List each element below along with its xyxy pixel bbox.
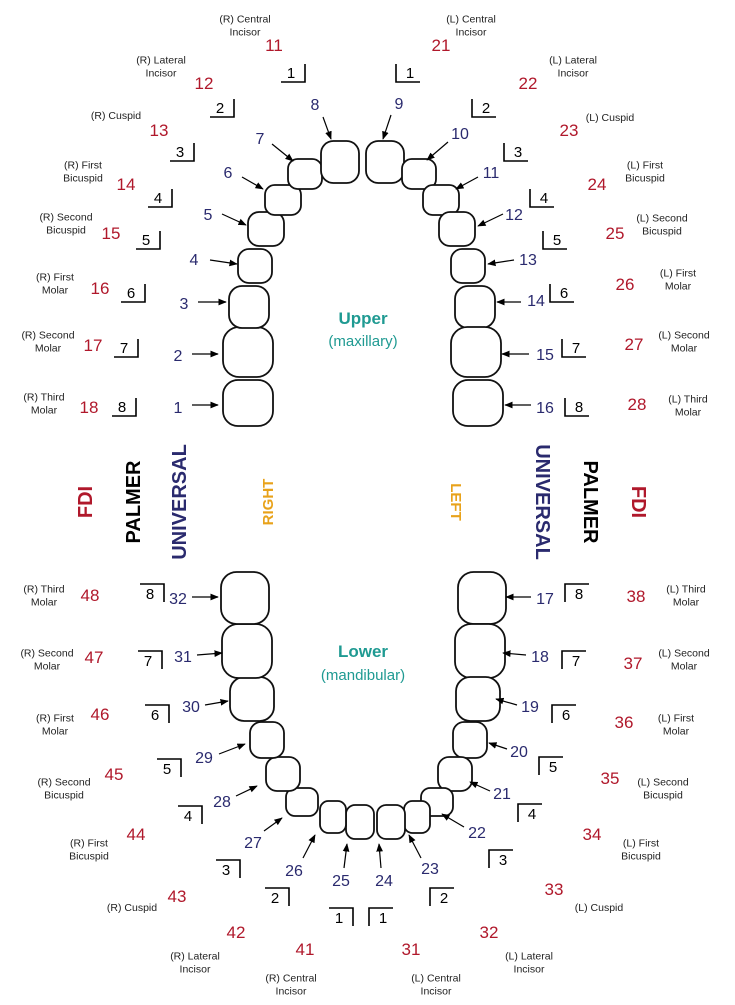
lower-tooth-27 <box>286 788 318 816</box>
arrow-10 <box>427 142 448 160</box>
fdi-number-35: 35 <box>600 769 620 788</box>
fdi-number-27: 27 <box>624 335 644 354</box>
tooth-name-16: Molar <box>674 406 702 419</box>
palmer-label-left: PALMER <box>123 460 145 544</box>
tooth-name-4: Bicuspid <box>46 224 86 237</box>
upper-tooth-14 <box>455 286 495 328</box>
universal-number-32: 32 <box>169 591 187 608</box>
universal-number-28: 28 <box>213 794 231 811</box>
upper-tooth-13 <box>451 249 485 283</box>
upper-tooth-1 <box>223 380 273 426</box>
palmer-number-15: 7 <box>571 340 581 357</box>
universal-number-15: 15 <box>536 347 554 364</box>
arrow-18 <box>503 653 526 655</box>
upper-jaw-title: Upper <box>338 309 388 328</box>
lower-tooth-31 <box>222 624 272 678</box>
fdi-number-43: 43 <box>167 887 187 906</box>
palmer-number-9: 1 <box>405 65 415 82</box>
palmer-number-24: 1 <box>378 910 388 927</box>
fdi-number-45: 45 <box>104 765 124 784</box>
lower-tooth-23 <box>404 801 430 833</box>
fdi-number-14: 14 <box>116 175 136 194</box>
universal-number-9: 9 <box>394 96 404 113</box>
palmer-number-17: 8 <box>574 586 584 603</box>
tooth-name-25: (R) Central <box>265 972 317 985</box>
universal-number-27: 27 <box>244 835 262 852</box>
arrow-12 <box>478 214 503 226</box>
palmer-number-2: 7 <box>119 340 129 357</box>
tooth-name-3: (R) First <box>36 271 74 284</box>
fdi-number-36: 36 <box>614 713 634 732</box>
tooth-name-29: (R) Second <box>37 776 91 789</box>
arrow-8 <box>323 117 331 139</box>
lower-tooth-21 <box>438 757 472 791</box>
universal-number-16: 16 <box>536 400 554 417</box>
tooth-name-23: (L) Lateral <box>505 950 553 963</box>
tooth-name-6: (R) Cuspid <box>90 110 142 122</box>
lower-tooth-29 <box>250 722 284 758</box>
arrow-21 <box>470 782 490 791</box>
universal-number-30: 30 <box>182 699 200 716</box>
lower-tooth-32 <box>221 572 269 624</box>
palmer-number-23: 2 <box>439 890 449 907</box>
fdi-number-16: 16 <box>90 279 110 298</box>
arrow-31 <box>197 653 222 655</box>
tooth-name-31: Molar <box>33 660 61 673</box>
palmer-number-12: 4 <box>539 190 549 207</box>
palmer-number-16: 8 <box>574 399 584 416</box>
universal-number-25: 25 <box>332 873 350 890</box>
tooth-name-28: (R) First <box>70 837 108 850</box>
universal-number-11: 11 <box>482 165 500 182</box>
universal-number-5: 5 <box>203 207 213 224</box>
arrow-20 <box>489 743 507 749</box>
universal-number-29: 29 <box>195 750 213 767</box>
fdi-number-15: 15 <box>101 224 121 243</box>
fdi-number-48: 48 <box>80 586 100 605</box>
palmer-number-5: 4 <box>153 190 163 207</box>
palmer-number-31: 7 <box>143 653 153 670</box>
palmer-number-32: 8 <box>145 586 155 603</box>
lower-tooth-17 <box>458 572 506 624</box>
fdi-number-33: 33 <box>544 880 564 899</box>
fdi-number-47: 47 <box>84 648 104 667</box>
tooth-name-32: Molar <box>30 596 58 609</box>
fdi-number-12: 12 <box>194 74 214 93</box>
universal-number-6: 6 <box>223 165 233 182</box>
universal-number-13: 13 <box>519 252 537 269</box>
fdi-number-42: 42 <box>226 923 246 942</box>
universal-number-14: 14 <box>527 293 545 310</box>
tooth-name-7: (R) Lateral <box>136 54 186 67</box>
tooth-name-10: Incisor <box>557 67 589 80</box>
tooth-name-5: Bicuspid <box>63 172 103 185</box>
universal-number-21: 21 <box>493 786 511 803</box>
right-side-label: RIGHT <box>260 478 277 526</box>
tooth-name-16: (L) Third <box>668 393 708 406</box>
tooth-name-5: (R) First <box>64 159 102 172</box>
universal-number-2: 2 <box>173 348 183 365</box>
universal-number-24: 24 <box>375 873 393 890</box>
palmer-number-8: 1 <box>286 65 296 82</box>
arrow-5 <box>222 214 246 225</box>
universal-number-8: 8 <box>310 97 320 114</box>
fdi-number-41: 41 <box>295 940 315 959</box>
universal-number-19: 19 <box>521 699 539 716</box>
universal-number-22: 22 <box>468 825 486 842</box>
tooth-name-1: Molar <box>30 404 58 417</box>
upper-tooth-9 <box>366 141 404 183</box>
tooth-name-9: Incisor <box>455 26 487 39</box>
tooth-name-19: Molar <box>662 725 690 738</box>
lower-tooth-30 <box>230 677 274 721</box>
fdi-number-11: 11 <box>265 36 283 55</box>
universal-number-18: 18 <box>531 649 549 666</box>
fdi-number-22: 22 <box>518 74 538 93</box>
universal-number-1: 1 <box>173 400 183 417</box>
palmer-number-4: 5 <box>141 232 151 249</box>
tooth-name-27: (R) Cuspid <box>106 902 158 914</box>
upper-tooth-12 <box>439 212 475 246</box>
arrow-13 <box>488 260 514 264</box>
fdi-number-24: 24 <box>587 175 607 194</box>
tooth-name-1: (R) Third <box>23 391 65 404</box>
arrow-24 <box>379 844 381 868</box>
tooth-name-25: Incisor <box>275 985 307 998</box>
tooth-name-8: Incisor <box>229 26 261 39</box>
upper-tooth-3 <box>229 286 269 328</box>
palmer-number-14: 6 <box>559 285 569 302</box>
tooth-name-26: Incisor <box>179 963 211 976</box>
palmer-number-29: 5 <box>162 761 172 778</box>
arrow-9 <box>383 115 391 139</box>
fdi-number-13: 13 <box>149 121 169 140</box>
tooth-name-21: (L) First <box>622 837 660 850</box>
arrow-23 <box>409 835 421 858</box>
fdi-number-21: 21 <box>431 36 451 55</box>
palmer-number-13: 5 <box>552 232 562 249</box>
tooth-name-7: Incisor <box>145 67 177 80</box>
universal-number-17: 17 <box>536 591 554 608</box>
palmer-number-19: 6 <box>561 707 571 724</box>
tooth-name-15: Molar <box>670 342 698 355</box>
universal-number-3: 3 <box>179 296 189 313</box>
universal-number-26: 26 <box>285 863 303 880</box>
tooth-name-19: (L) First <box>657 712 695 725</box>
tooth-name-12: Bicuspid <box>625 172 665 185</box>
upper-jaw-subtitle: (maxillary) <box>328 333 398 350</box>
fdi-number-23: 23 <box>559 121 579 140</box>
tooth-name-24: (L) Central <box>411 972 461 985</box>
palmer-number-21: 4 <box>527 806 537 823</box>
arrow-4 <box>210 260 237 264</box>
arrow-6 <box>242 177 263 189</box>
tooth-name-18: (L) Second <box>658 647 710 660</box>
fdi-number-28: 28 <box>627 395 647 414</box>
fdi-number-34: 34 <box>582 825 602 844</box>
fdi-number-38: 38 <box>626 587 646 606</box>
upper-tooth-15 <box>451 327 501 377</box>
tooth-name-22: (L) Cuspid <box>574 902 624 914</box>
universal-number-10: 10 <box>451 126 469 143</box>
palmer-number-18: 7 <box>571 653 581 670</box>
universal-number-31: 31 <box>174 649 192 666</box>
arrow-22 <box>442 814 464 827</box>
tooth-name-17: Molar <box>672 596 700 609</box>
universal-number-7: 7 <box>255 131 265 148</box>
tooth-name-20: (L) Second <box>637 776 689 789</box>
tooth-name-14: Molar <box>664 280 692 293</box>
fdi-number-44: 44 <box>126 825 146 844</box>
universal-number-20: 20 <box>510 744 528 761</box>
palmer-number-30: 6 <box>150 707 160 724</box>
lower-tooth-18 <box>455 624 505 678</box>
arrow-27 <box>264 818 282 831</box>
palmer-number-27: 3 <box>221 862 231 879</box>
tooth-name-11: (L) Cuspid <box>585 112 635 124</box>
universal-number-12: 12 <box>505 207 523 224</box>
palmer-number-3: 6 <box>126 285 136 302</box>
fdi-label-left: FDI <box>75 485 97 519</box>
fdi-number-31: 31 <box>401 940 421 959</box>
universal-number-4: 4 <box>189 252 199 269</box>
tooth-name-21: Bicuspid <box>621 850 661 863</box>
lower-tooth-25 <box>346 805 374 839</box>
palmer-number-7: 2 <box>215 100 225 117</box>
tooth-name-12: (L) First <box>626 159 664 172</box>
lower-jaw-title: Lower <box>337 642 389 661</box>
universal-number-23: 23 <box>421 861 439 878</box>
upper-tooth-5 <box>248 212 284 246</box>
arrow-26 <box>303 835 315 858</box>
upper-tooth-16 <box>453 380 503 426</box>
arrow-28 <box>236 786 257 796</box>
universal-label-right: UNIVERSAL <box>531 444 553 560</box>
fdi-label-right: FDI <box>627 485 649 519</box>
tooth-name-31: (R) Second <box>20 647 74 660</box>
tooth-name-2: Molar <box>34 342 62 355</box>
fdi-number-25: 25 <box>605 224 625 243</box>
palmer-number-1: 8 <box>117 399 127 416</box>
tooth-name-28: Bicuspid <box>69 850 109 863</box>
tooth-name-30: (R) First <box>36 712 74 725</box>
arrow-11 <box>456 177 478 189</box>
palmer-number-20: 5 <box>548 759 558 776</box>
upper-tooth-4 <box>238 249 272 283</box>
tooth-name-9: (L) Central <box>446 13 496 26</box>
tooth-name-30: Molar <box>41 725 69 738</box>
fdi-number-18: 18 <box>79 398 99 417</box>
left-side-label: LEFT <box>447 483 464 521</box>
tooth-name-4: (R) Second <box>39 211 93 224</box>
arrow-25 <box>344 844 347 868</box>
lower-tooth-20 <box>453 722 487 758</box>
palmer-number-25: 1 <box>334 910 344 927</box>
tooth-name-18: Molar <box>670 660 698 673</box>
upper-tooth-8 <box>321 141 359 183</box>
tooth-name-26: (R) Lateral <box>170 950 220 963</box>
palmer-number-10: 2 <box>481 100 491 117</box>
tooth-name-20: Bicuspid <box>643 789 683 802</box>
tooth-name-13: Bicuspid <box>642 225 682 238</box>
tooth-name-2: (R) Second <box>21 329 75 342</box>
lower-tooth-26 <box>320 801 346 833</box>
tooth-name-23: Incisor <box>513 963 545 976</box>
tooth-name-29: Bicuspid <box>44 789 84 802</box>
upper-tooth-2 <box>223 327 273 377</box>
palmer-number-11: 3 <box>513 144 523 161</box>
lower-tooth-19 <box>456 677 500 721</box>
tooth-name-17: (L) Third <box>666 583 706 596</box>
palmer-number-26: 2 <box>270 890 280 907</box>
fdi-number-32: 32 <box>479 923 499 942</box>
fdi-number-46: 46 <box>90 705 110 724</box>
tooth-name-14: (L) First <box>659 267 697 280</box>
tooth-name-13: (L) Second <box>636 212 688 225</box>
upper-tooth-7 <box>288 159 322 189</box>
fdi-number-37: 37 <box>623 654 643 673</box>
lower-tooth-28 <box>266 757 300 791</box>
lower-tooth-24 <box>377 805 405 839</box>
lower-jaw-subtitle: (mandibular) <box>320 667 406 684</box>
arrow-29 <box>219 744 245 754</box>
tooth-name-32: (R) Third <box>23 583 65 596</box>
tooth-name-3: Molar <box>41 284 69 297</box>
tooth-name-15: (L) Second <box>658 329 710 342</box>
universal-label-left: UNIVERSAL <box>169 444 191 560</box>
tooth-name-10: (L) Lateral <box>549 54 597 67</box>
palmer-number-22: 3 <box>498 852 508 869</box>
tooth-name-24: Incisor <box>420 985 452 998</box>
upper-tooth-11 <box>423 185 459 215</box>
fdi-number-17: 17 <box>83 336 103 355</box>
arrow-7 <box>272 144 293 161</box>
palmer-number-6: 3 <box>175 144 185 161</box>
arrow-30 <box>205 701 228 705</box>
palmer-number-28: 4 <box>183 808 193 825</box>
fdi-number-26: 26 <box>615 275 635 294</box>
palmer-label-right: PALMER <box>579 460 601 544</box>
tooth-name-8: (R) Central <box>219 13 271 26</box>
